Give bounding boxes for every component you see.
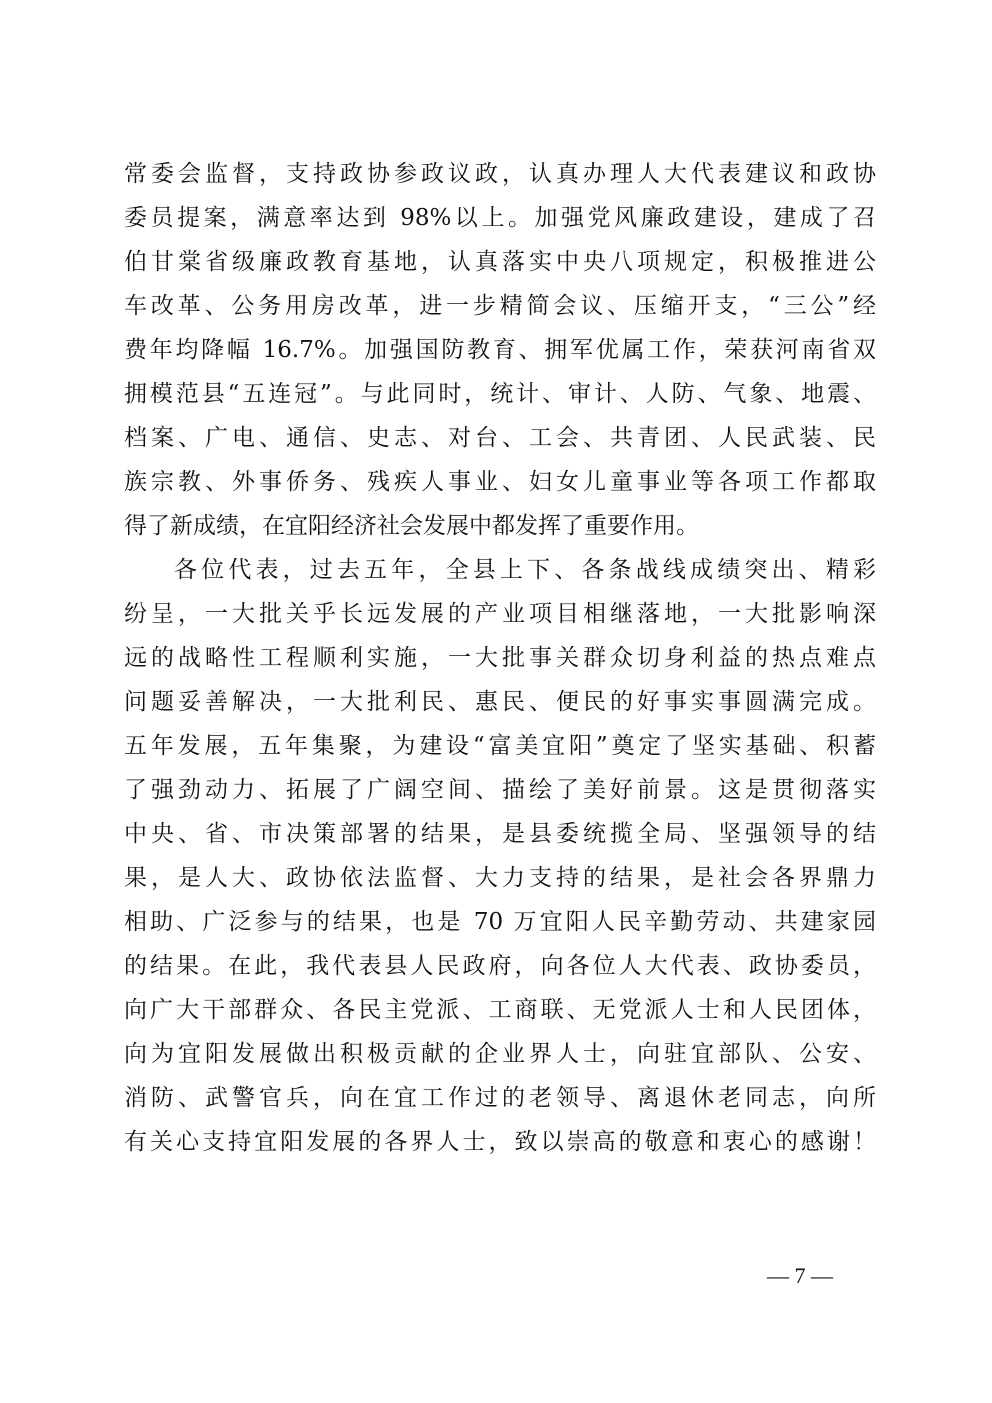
text-line: 消防、武警官兵，向在宜工作过的老领导、离退休老同志，向所 <box>124 1085 876 1111</box>
text-line: 伯甘棠省级廉政教育基地，认真落实中央八项规定，积极推进公 <box>124 249 876 275</box>
body-text <box>124 152 876 1164</box>
text-line: 了强劲动力、拓展了广阔空间、描绘了美好前景。这是贯彻落实 <box>124 777 876 803</box>
text-line: 得了新成绩，在宜阳经济社会发展中都发挥了重要作用。 <box>124 513 699 539</box>
text-line: 的结果。在此，我代表县人民政府，向各位人大代表、政协委员， <box>124 953 876 979</box>
text-line: 各位代表，过去五年，全县上下、各条战线成绩突出、精彩 <box>174 557 876 583</box>
text-line: 问题妥善解决，一大批利民、惠民、便民的好事实事圆满完成。 <box>124 689 876 715</box>
text-line: 向广大干部群众、各民主党派、工商联、无党派人士和人民团体， <box>124 997 876 1023</box>
text-line: 常委会监督，支持政协参政议政，认真办理人大代表建议和政协 <box>124 161 876 187</box>
text-line: 五年发展，五年集聚，为建设“富美宜阳”奠定了坚实基础、积蓄 <box>124 733 876 759</box>
text-line: 档案、广电、通信、史志、对台、工会、共青团、人民武装、民 <box>124 425 876 451</box>
text-line: 向为宜阳发展做出积极贡献的企业界人士，向驻宜部队、公安、 <box>124 1041 876 1067</box>
text-line: 果，是人大、政协依法监督、大力支持的结果，是社会各界鼎力 <box>124 865 876 891</box>
text-line: 费年均降幅 16.7%。加强国防教育、拥军优属工作，荣获河南省双 <box>124 337 876 363</box>
text-line: 拥模范县“五连冠”。与此同时，统计、审计、人防、气象、地震、 <box>124 381 876 407</box>
text-line: 委员提案，满意率达到 98%以上。加强党风廉政建设，建成了召 <box>124 205 876 231</box>
paragraph-1 <box>124 152 876 548</box>
text-line: 车改革、公务用房改革，进一步精简会议、压缩开支，“三公”经 <box>124 293 876 319</box>
text-line: 远的战略性工程顺利实施，一大批事关群众切身利益的热点难点 <box>124 645 876 671</box>
paragraph-2 <box>124 548 876 1164</box>
text-line: 族宗教、外事侨务、残疾人事业、妇女儿童事业等各项工作都取 <box>124 469 876 495</box>
text-line: 中央、省、市决策部署的结果，是县委统揽全局、坚强领导的结 <box>124 821 876 847</box>
text-line: 有关心支持宜阳发展的各界人士，致以崇高的敬意和衷心的感谢！ <box>124 1129 876 1155</box>
page-number: — 7 — <box>767 1263 833 1288</box>
text-line: 相助、广泛参与的结果，也是 70 万宜阳人民辛勤劳动、共建家园 <box>124 909 876 935</box>
text-line: 纷呈，一大批关乎长远发展的产业项目相继落地，一大批影响深 <box>124 601 876 627</box>
